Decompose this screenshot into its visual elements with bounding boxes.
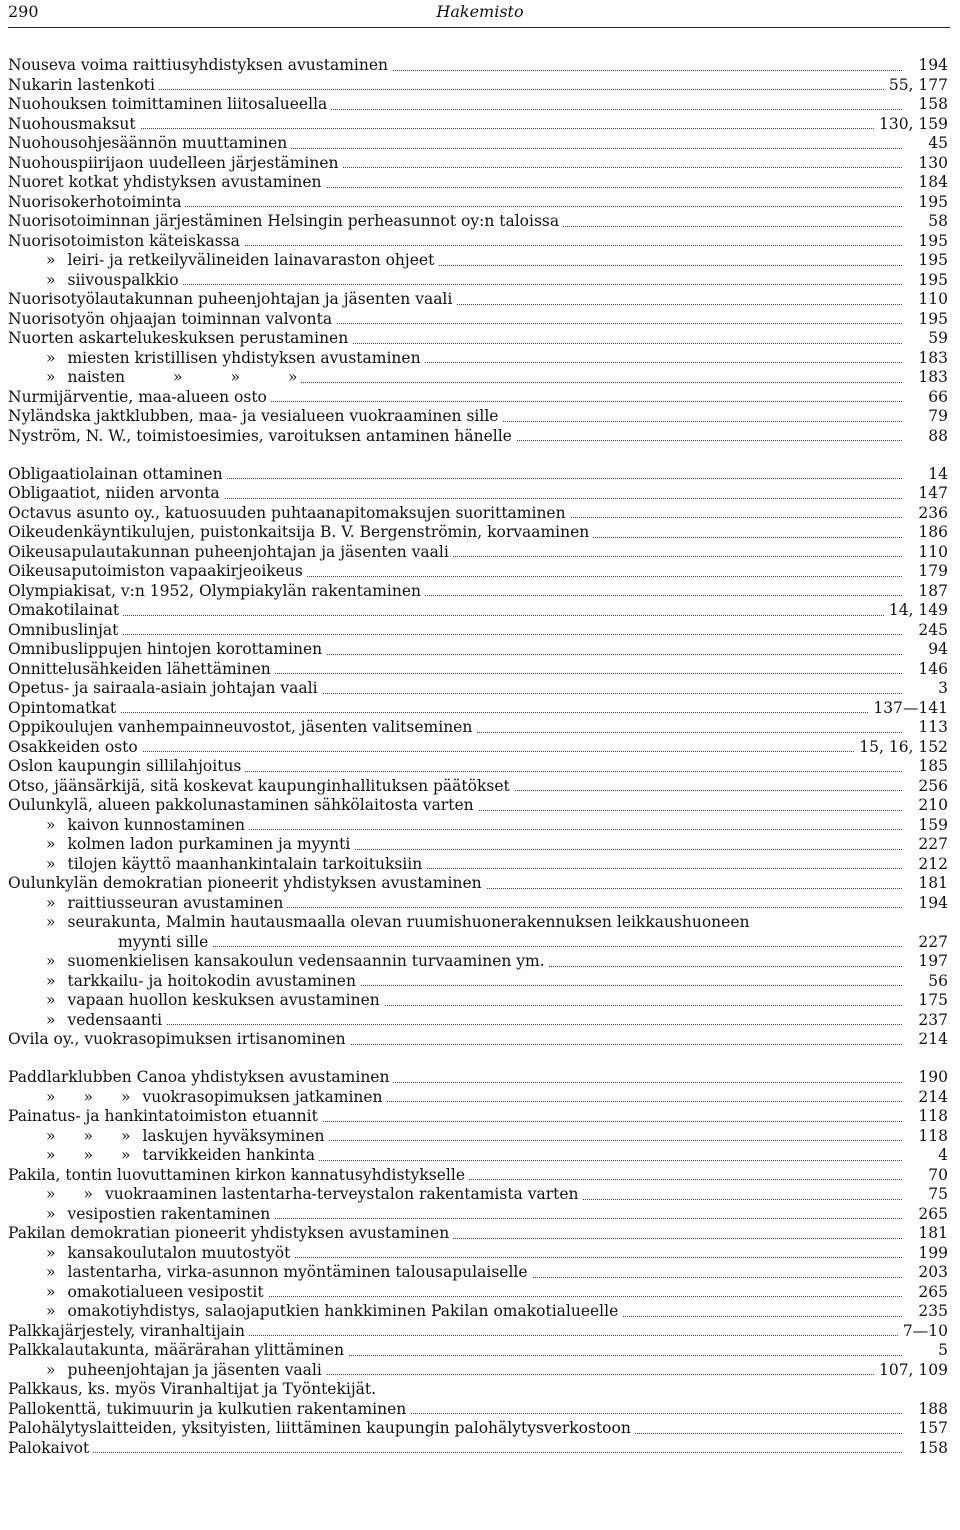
- entry-text: siivouspalkkio: [67, 270, 179, 289]
- index-entry: [8, 913, 948, 933]
- index-entry: [8, 660, 948, 680]
- index-entry: [8, 115, 948, 135]
- running-title: Hakemisto: [436, 2, 524, 21]
- ditto-mark: »: [46, 270, 56, 289]
- entry-text: vapaan huollon keskuksen avustaminen: [67, 991, 380, 1009]
- ditto-mark: »: [83, 1146, 93, 1164]
- index-entry: [8, 699, 948, 719]
- index-entry: [8, 193, 948, 213]
- page-reference: 3: [934, 679, 948, 699]
- page-reference: 186: [914, 523, 948, 543]
- entry-text: suomenkielisen kansakoulun vedensaannin turvaaminen ym.: [67, 952, 545, 970]
- ditto-marks: [8, 1146, 130, 1166]
- ditto-marks: [8, 1302, 55, 1322]
- ditto-marks: [8, 952, 55, 972]
- page-reference: 195: [914, 193, 948, 213]
- entry-text: Oulunkylän demokratian pioneerit yhdistyksen avustaminen: [8, 874, 482, 892]
- ditto-mark: »: [83, 1087, 93, 1106]
- page-reference: 110: [914, 543, 948, 563]
- index-entry: [8, 407, 948, 427]
- entry-text: Otso, jäänsärkijä, sitä koskevat kaupunginhallituksen päätökset: [8, 776, 510, 795]
- page-reference: 7—10: [899, 1322, 948, 1342]
- entry-text: Pallokenttä, tukimuurin ja kulkutien rakentaminen: [8, 1399, 407, 1418]
- page-reference: 212: [914, 855, 948, 875]
- page-reference: 59: [924, 329, 948, 349]
- entry-text: Nouseva voima raittiusyhdistyksen avustaminen: [8, 56, 388, 74]
- index-entry: [8, 1283, 948, 1303]
- index-entry: [8, 1263, 948, 1283]
- entry-text: Onnittelusähkeiden lähettäminen: [8, 659, 271, 678]
- ditto-mark: »: [46, 1204, 56, 1223]
- page-number: 290: [8, 2, 39, 21]
- leader-dots: [8, 615, 902, 616]
- index-entry: [8, 329, 948, 349]
- page-reference: 75: [924, 1185, 948, 1205]
- ditto-mark: »: [46, 1243, 56, 1262]
- entry-text: Nuohousmaksut: [8, 114, 136, 133]
- ditto-mark: »: [230, 368, 240, 386]
- header-rule: [8, 27, 950, 28]
- ditto-mark: »: [46, 815, 56, 834]
- page-reference: 190: [914, 1068, 948, 1088]
- page-reference: 5: [934, 1341, 948, 1361]
- entry-text: Nyländska jaktklubben, maa- ja vesialueen vuokraaminen sille: [8, 407, 499, 425]
- page-reference: 183: [914, 349, 948, 369]
- index-entry: [8, 601, 948, 621]
- page-reference: 195: [914, 232, 948, 252]
- page-reference: 45: [924, 134, 948, 154]
- entry-text: Nuorisotyön ohjaajan toiminnan valvonta: [8, 309, 333, 328]
- page-reference: 195: [914, 271, 948, 291]
- page-reference: 184: [914, 173, 948, 193]
- entry-text: Oppikoulujen vanhempainneuvostot, jäsenten valitseminen: [8, 718, 473, 736]
- leader-dots: [8, 751, 902, 752]
- index-section: [8, 465, 948, 1050]
- ditto-marks: [8, 1244, 55, 1264]
- ditto-mark: »: [46, 348, 56, 367]
- page-reference: 237: [914, 1011, 948, 1031]
- index-entry: [8, 1419, 948, 1439]
- page-reference: 256: [914, 777, 948, 797]
- ditto-marks: [8, 1361, 55, 1381]
- index-entry: [8, 1224, 948, 1244]
- index-entry: [8, 640, 948, 660]
- page-reference: 227: [914, 933, 948, 953]
- page-reference: 4: [934, 1146, 948, 1166]
- index-entry: [8, 1088, 948, 1108]
- page-reference: 185: [914, 757, 948, 777]
- page-reference: 107, 109: [875, 1361, 948, 1381]
- page-reference: 227: [914, 835, 948, 855]
- entry-text: Palkkalautakunta, määrärahan ylittäminen: [8, 1341, 345, 1359]
- index-entry: [8, 388, 948, 408]
- page-reference: 203: [914, 1263, 948, 1283]
- index-entry: [8, 1439, 948, 1459]
- page-reference: 181: [914, 1224, 948, 1244]
- index-entry: [8, 1146, 948, 1166]
- index-entry: [8, 933, 948, 953]
- page-reference: 265: [914, 1283, 948, 1303]
- entry-text: Oikeusaputoimiston vapaakirjeoikeus: [8, 562, 303, 580]
- index-entry: [8, 504, 948, 524]
- entry-text: omakotiyhdistys, salaojaputkien hankkiminen Pakilan omakotialueelle: [67, 1302, 619, 1320]
- page-reference: 214: [914, 1088, 948, 1108]
- index-entry: [8, 173, 948, 193]
- index-entry: [8, 56, 948, 76]
- ditto-mark: »: [120, 1146, 131, 1164]
- ditto-mark: »: [46, 893, 56, 912]
- index-entry: [8, 738, 948, 758]
- index-entry: [8, 543, 948, 563]
- page-reference: 118: [914, 1107, 948, 1127]
- entry-text: Palkkaus, ks. myös Viranhaltijat ja Työntekijät.: [8, 1380, 377, 1398]
- index-entry: [8, 1030, 948, 1050]
- entry-text: Obligaatiolainan ottaminen: [8, 464, 223, 483]
- entry-text: Oikeusapulautakunnan puheenjohtajan ja jäsenten vaali: [8, 542, 449, 561]
- ditto-marks: [8, 913, 55, 933]
- entry-text: Opetus- ja sairaala-asiain johtajan vaali: [8, 679, 318, 697]
- entry-text: vuokraaminen lastentarha-terveystalon rakentamista varten: [104, 1185, 579, 1203]
- entry-text: tilojen käyttö maanhankintalain tarkoituksiin: [67, 854, 423, 873]
- index-entry: [8, 212, 948, 232]
- page-reference: 146: [914, 660, 948, 680]
- index-entry: [8, 1185, 948, 1205]
- ditto-marks: [8, 1205, 55, 1225]
- index-entry: [8, 952, 948, 972]
- ditto-mark: »: [46, 1185, 56, 1203]
- ditto-marks: [8, 1263, 55, 1283]
- ditto-mark: »: [83, 1185, 93, 1203]
- ditto-marks: [8, 1127, 130, 1147]
- index-entry: [8, 972, 948, 992]
- entry-text: miesten kristillisen yhdistyksen avustaminen: [67, 348, 421, 367]
- index-entry: [8, 1380, 948, 1400]
- index-entry: [8, 874, 948, 894]
- page-reference: 183: [914, 368, 948, 388]
- ditto-mark: »: [46, 1282, 56, 1301]
- ditto-marks: [8, 855, 55, 875]
- entry-text: naisten: [67, 368, 126, 386]
- leader-dots: [8, 634, 902, 635]
- entry-text: Pakila, tontin luovuttaminen kirkon kannatusyhdistykselle: [8, 1165, 466, 1184]
- page-reference: 210: [914, 796, 948, 816]
- entry-text: lastentarha, virka-asunnon myöntäminen talousapulaiselle: [67, 1263, 528, 1281]
- page-reference: 159: [914, 816, 948, 836]
- entry-text: kolmen ladon purkaminen ja myynti: [67, 835, 351, 853]
- index-body: [8, 56, 948, 1458]
- index-entry: [8, 777, 948, 797]
- entry-text: leiri- ja retkeilyvälineiden lainavaraston ohjeet: [67, 251, 435, 269]
- index-entry: [8, 1107, 948, 1127]
- index-entry: [8, 1361, 948, 1381]
- page-reference: 88: [924, 427, 948, 447]
- entry-text: Nyström, N. W., toimistoesimies, varoituksen antaminen hänelle: [8, 426, 512, 445]
- entry-text: vuokrasopimuksen jatkaminen: [142, 1087, 383, 1106]
- ditto-marks: [8, 271, 55, 291]
- index-entry: [8, 251, 948, 271]
- page-reference: 14, 149: [885, 601, 948, 621]
- entry-text: Nuorisotoiminnan järjestäminen Helsingin perheasunnot oy:n taloissa: [8, 212, 560, 230]
- entry-text: Obligaatiot, niiden arvonta: [8, 484, 220, 502]
- ditto-mark: »: [46, 1010, 56, 1029]
- page-reference: 94: [924, 640, 948, 660]
- page-header: [0, 0, 960, 28]
- entry-text: kaivon kunnostaminen: [67, 815, 245, 834]
- index-entry: [8, 894, 948, 914]
- page-reference: 130, 159: [875, 115, 948, 135]
- index-entry: [8, 757, 948, 777]
- page-reference: 15, 16, 152: [855, 738, 948, 758]
- ditto-marks: [8, 1283, 55, 1303]
- page-reference: 181: [914, 874, 948, 894]
- index-entry: [8, 523, 948, 543]
- page-reference: 188: [914, 1400, 948, 1420]
- index-entry: [8, 484, 948, 504]
- page-reference: 58: [924, 212, 948, 232]
- entry-text: Nukarin lastenkoti: [8, 75, 155, 94]
- entry-text: vesipostien rakentaminen: [67, 1204, 271, 1223]
- index-entry: [8, 1341, 948, 1361]
- entry-text: Palokaivot: [8, 1438, 90, 1457]
- index-entry: [8, 1166, 948, 1186]
- page-reference: 158: [914, 95, 948, 115]
- ditto-mark: »: [120, 1126, 131, 1145]
- page-reference: 214: [914, 1030, 948, 1050]
- entry-text: Nuoret kotkat yhdistyksen avustaminen: [8, 173, 322, 191]
- page-reference: 179: [914, 562, 948, 582]
- ditto-mark: »: [46, 1087, 56, 1106]
- ditto-mark: »: [287, 368, 298, 386]
- page-reference: 197: [914, 952, 948, 972]
- page-reference: 110: [914, 290, 948, 310]
- entry-text: myynti sille: [118, 932, 209, 951]
- index-entry: [8, 465, 948, 485]
- page-reference: 199: [914, 1244, 948, 1264]
- index-entry: [8, 582, 948, 602]
- index-entry: [8, 154, 948, 174]
- entry-text: tarvikkeiden hankinta: [142, 1146, 315, 1164]
- page-reference: 236: [914, 504, 948, 524]
- entry-text: Opintomatkat: [8, 698, 117, 717]
- entry-text: Ovila oy., vuokrasopimuksen irtisanominen: [8, 1030, 346, 1048]
- index-entry: [8, 1205, 948, 1225]
- entry-text: Oulunkylä, alueen pakkolunastaminen sähkölaitosta varten: [8, 796, 474, 814]
- entry-text: Paddlarklubben Canoa yhdistyksen avustaminen: [8, 1068, 390, 1086]
- index-entry: [8, 427, 948, 447]
- page-reference: 158: [914, 1439, 948, 1459]
- index-entry: [8, 679, 948, 699]
- page-reference: 235: [914, 1302, 948, 1322]
- entry-text: Nuohouspiirijaon uudelleen järjestäminen: [8, 153, 339, 172]
- page-reference: 187: [914, 582, 948, 602]
- page-reference: 66: [924, 388, 948, 408]
- entry-text: Nuorisotoimiston käteiskassa: [8, 231, 240, 250]
- entry-text: Omnibuslippujen hintojen korottaminen: [8, 640, 323, 658]
- index-entry: [8, 621, 948, 641]
- ditto-mark: »: [46, 952, 56, 970]
- page-reference: 130: [914, 154, 948, 174]
- ditto-marks: [8, 835, 55, 855]
- index-entry: [8, 1127, 948, 1147]
- ditto-mark: »: [46, 854, 56, 873]
- ditto-mark: »: [46, 971, 56, 990]
- entry-text: raittiusseuran avustaminen: [67, 893, 284, 912]
- ditto-marks: [8, 1011, 55, 1031]
- page-reference: 14: [924, 465, 948, 485]
- entry-text: Palohälytyslaitteiden, yksityisten, liittäminen kaupungin palohälytysverkostoon: [8, 1419, 631, 1437]
- page-reference: 70: [924, 1166, 948, 1186]
- page-reference: 56: [924, 972, 948, 992]
- ditto-marks: [8, 972, 55, 992]
- leader-dots: [8, 1452, 902, 1453]
- entry-text: Oslon kaupungin sillilahjoitus: [8, 757, 242, 775]
- page-reference: 147: [914, 484, 948, 504]
- index-entry: [8, 232, 948, 252]
- ditto-mark: »: [46, 368, 56, 386]
- page-reference: 175: [914, 991, 948, 1011]
- ditto-marks: [8, 894, 55, 914]
- page-reference: 137—141: [869, 699, 948, 719]
- ditto-mark: »: [46, 1360, 56, 1379]
- index-entry: [8, 1011, 948, 1031]
- ditto-mark: »: [46, 1146, 56, 1164]
- entry-text: Osakkeiden osto: [8, 737, 138, 756]
- ditto-mark: »: [46, 913, 56, 931]
- index-entry: [8, 855, 948, 875]
- index-entry: [8, 796, 948, 816]
- ditto-marks: [8, 368, 55, 388]
- index-entry: [8, 1302, 948, 1322]
- page-reference: 265: [914, 1205, 948, 1225]
- page-reference: 118: [914, 1127, 948, 1147]
- ditto-mark: »: [46, 1263, 56, 1281]
- entry-text: Nuohouksen toimittaminen liitosalueella: [8, 95, 328, 113]
- index-entry: [8, 310, 948, 330]
- index-entry: [8, 1400, 948, 1420]
- entry-text: Omakotilainat: [8, 601, 120, 619]
- entry-text: Oikeudenkäyntikulujen, puistonkaitsija B. V. Bergenströmin, korvaaminen: [8, 523, 590, 541]
- index-entry: [8, 95, 948, 115]
- ditto-mark: »: [46, 1126, 56, 1145]
- leader-dots: [8, 712, 902, 713]
- index-entry: [8, 1322, 948, 1342]
- ditto-marks: [8, 1088, 130, 1108]
- entry-text: kansakoulutalon muutostyöt: [67, 1243, 291, 1262]
- entry-text: Painatus- ja hankintatoimiston etuannit: [8, 1107, 318, 1125]
- ditto-mark: »: [83, 1126, 93, 1145]
- entry-text: Nurmijärventie, maa-alueen osto: [8, 387, 267, 406]
- page-reference: 194: [914, 894, 948, 914]
- ditto-mark: »: [173, 368, 183, 386]
- index-entry: [8, 991, 948, 1011]
- index-entry: [8, 1068, 948, 1088]
- page-reference: 157: [914, 1419, 948, 1439]
- index-entry: [8, 816, 948, 836]
- ditto-marks: [8, 349, 55, 369]
- index-entry: [8, 290, 948, 310]
- ditto-mark: »: [46, 835, 56, 853]
- index-entry: [8, 134, 948, 154]
- entry-text: Pakilan demokratian pioneerit yhdistyksen avustaminen: [8, 1224, 450, 1242]
- page-reference: 113: [914, 718, 948, 738]
- index-section: [8, 56, 948, 446]
- entry-text: laskujen hyväksyminen: [142, 1126, 325, 1145]
- entry-text: Nuohousohjesäännön muuttaminen: [8, 134, 288, 152]
- index-entry: [8, 835, 948, 855]
- ditto-marks: [8, 991, 55, 1011]
- index-entry: [8, 1244, 948, 1264]
- page-reference: 79: [924, 407, 948, 427]
- page-reference: 195: [914, 251, 948, 271]
- leader-dots: [8, 128, 902, 129]
- entry-text: Nuorisotyölautakunnan puheenjohtajan ja jäsenten vaali: [8, 290, 453, 308]
- page-reference: 195: [914, 310, 948, 330]
- index-entry: [8, 562, 948, 582]
- index-entry: [8, 76, 948, 96]
- index-section: [8, 1068, 948, 1458]
- entry-text: Omnibuslinjat: [8, 620, 119, 639]
- index-entry: [8, 368, 948, 388]
- entry-text: Palkkajärjestely, viranhaltijain: [8, 1321, 245, 1340]
- entry-text: Octavus asunto oy., katuosuuden puhtaanapitomaksujen suorittaminen: [8, 503, 566, 522]
- entry-text: vedensaanti: [67, 1010, 163, 1029]
- index-entry: [8, 271, 948, 291]
- index-entry: [8, 718, 948, 738]
- ditto-marks: [8, 816, 55, 836]
- ditto-mark: »: [46, 991, 56, 1009]
- entry-text: seurakunta, Malmin hautausmaalla olevan ruumishuonerakennuksen leikkaushuoneen: [67, 913, 750, 931]
- entry-text: Nuorisokerhotoiminta: [8, 192, 182, 211]
- entry-text: omakotialueen vesipostit: [67, 1282, 264, 1301]
- page-reference: 245: [914, 621, 948, 641]
- ditto-mark: »: [120, 1087, 131, 1106]
- entry-text: Olympiakisat, v:n 1952, Olympiakylän rakentaminen: [8, 581, 422, 600]
- index-entry: [8, 349, 948, 369]
- entry-text: puheenjohtajan ja jäsenten vaali: [67, 1360, 322, 1379]
- page-reference: 194: [914, 56, 948, 76]
- ditto-mark: »: [46, 1302, 56, 1320]
- entry-text: Nuorten askartelukeskuksen perustaminen: [8, 329, 349, 347]
- ditto-marks: [8, 251, 55, 271]
- page-reference: 55, 177: [885, 76, 948, 96]
- ditto-mark: »: [46, 251, 56, 269]
- ditto-marks: [8, 1185, 93, 1205]
- entry-text: tarkkailu- ja hoitokodin avustaminen: [67, 971, 356, 990]
